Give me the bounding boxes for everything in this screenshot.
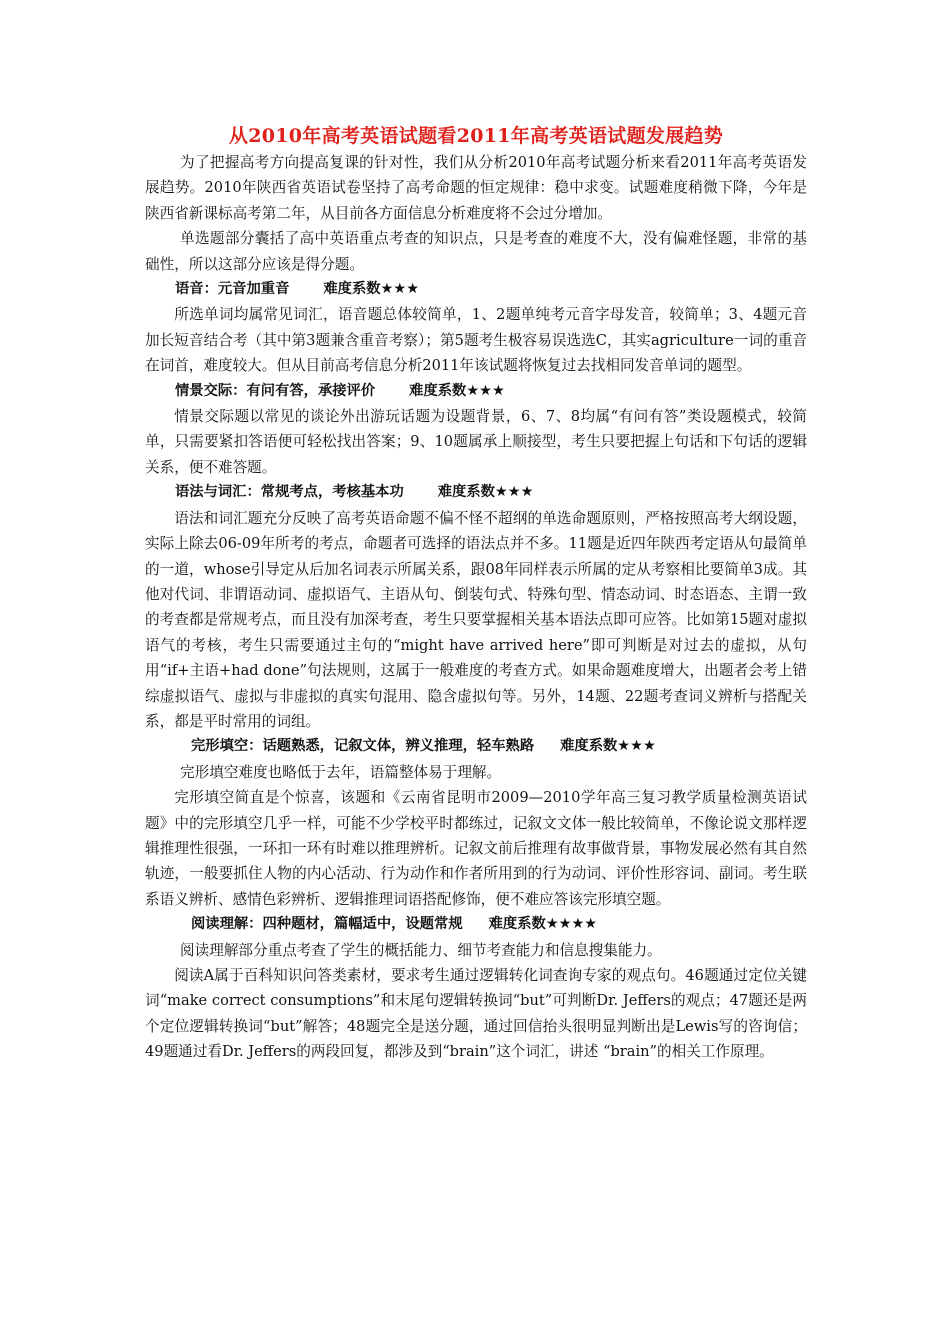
body-paragraph: 语法和词汇题充分反映了高考英语命题不偏不怪不超纲的单选命题原则，严格按照高考大纲设题，实际上除去06-09年所考的考点，命题者可选择的语法点并不多。11题是近四年陕西考定语从句最简单的一道，whose引导定从后加名词表示所属关系，跟08年同样表示所属的定从考察相比要简单3成。其他对代词、非谓语动词、虚拟语气、主语从句、倒装句式、特殊句型、情态动词、时态语态、主谓一致的考查都是常规考点，而且没有加深考查，考生只要掌握相关基本语法点即可应答。比如第15题对虚拟语气的考核，考生只需要通过主句的“might have arrived here”即可判断是对过去的虚拟，从句用“if+主语+had done”句法规则，这属于一般难度的考查方式。如果命题难度增大，出题者会考上错综虚拟语气、虚拟与非虚拟的真实句混用、隐含虚拟句等。另外，14题、22题考查词义辨析与搭配关系，都是平时常用的词组。	[145, 509, 807, 730]
section-heading-title: 完形填空：话题熟悉，记叙文体，辨义推理，轻车熟路	[191, 738, 535, 755]
section-heading	[145, 912, 807, 937]
document-page	[145, 122, 807, 1065]
section-heading-title: 情景交际：有问有答，承接评价	[175, 382, 376, 399]
section-heading-title: 阅读理解：四种题材，篇幅适中，设题常规	[191, 916, 463, 933]
body-paragraph: 阅读理解部分重点考查了学生的概括能力、细节考查能力和信息搜集能力。	[180, 941, 662, 959]
section-heading	[145, 734, 807, 759]
section-heading-title: 语音：元音加重音	[175, 281, 290, 298]
difficulty-rating: 难度系数★★★★	[488, 916, 598, 933]
difficulty-rating: 难度系数★★★	[437, 484, 534, 501]
document-title: 从2010年高考英语试题看2011年高考英语试题发展趋势	[228, 125, 724, 147]
body-paragraph: 完形填空难度也略低于去年，语篇整体易于理解。	[180, 763, 502, 781]
intro-paragraph: 单选题部分囊括了高中英语重点考查的知识点，只是考查的难度不大，没有偏难怪题，非常的基础性，所以这部分应该是得分题。	[145, 230, 807, 273]
difficulty-rating: 难度系数★★★	[323, 281, 420, 298]
body-paragraph: 阅读A属于百科知识问答类素材，要求考生通过逻辑转化词查询专家的观点句。46题通过定位关键词“make correct consumptions”和末尾句逻辑转换词“but”可判断Dr. Jeffers的观点；47题还是两个定位逻辑转换词“but”解答；48题完全是送分题，通过回信抬头很明显判断出是Lewis写的咨询信；49题通过看Dr. Jeffers的两段回复，都涉及到“brain”这个词汇，讲述 “brain”的相关工作原理。	[145, 967, 807, 1061]
body-paragraph: 完形填空简直是个惊喜，该题和《云南省昆明市2009—2010学年高三复习教学质量检测英语试题》中的完形填空几乎一样，可能不少学校平时都练过，记叙文文体一般比较简单，不像论说文那样逻辑推理性很强，一环扣一环有时难以推理辨析。记叙文前后推理有故事做背景，事物发展必然有其自然轨迹，一般要抓住人物的内心活动、行为动作和作者所用到的行为动词、评价性形容词、副词。考生联系语义辨析、感情色彩辨析、逻辑推理词语搭配修饰，便不难应答该完形填空题。	[145, 789, 807, 908]
section-heading	[145, 277, 807, 302]
difficulty-rating: 难度系数★★★	[409, 382, 505, 399]
section-heading	[145, 379, 807, 404]
section-heading	[145, 480, 807, 505]
body-paragraph: 所选单词均属常见词汇，语音题总体较简单，1、2题单纯考元音字母发音，较简单；3、4题元音加长短音结合考（其中第3题兼含重音考察）；第5题考生极容易误选选C，其实agriculture一词的重音在词首，难度较大。但从目前高考信息分析2011年该试题将恢复过去找相同发音单词的题型。	[145, 306, 807, 375]
body-paragraph: 情景交际题以常见的谈论外出游玩话题为设题背景，6、7、8均属“有问有答”类设题模式，较简单，只需要紧扣答语便可轻松找出答案；9、10题属承上顺接型，考生只要把握上句话和下句话的逻辑关系，便不难答题。	[145, 408, 807, 476]
difficulty-rating: 难度系数★★★	[560, 738, 656, 755]
section-heading-title: 语法与词汇：常规考点，考核基本功	[175, 484, 404, 501]
intro-paragraph: 为了把握高考方向提高复课的针对性，我们从分析2010年高考试题分析来看2011年高考英语发展趋势。2010年陕西省英语试卷坚持了高考命题的恒定规律：稳中求变。试题难度稍微下降，今年是陕西省新课标高考第二年，从目前各方面信息分析难度将不会过分增加。	[145, 154, 807, 222]
